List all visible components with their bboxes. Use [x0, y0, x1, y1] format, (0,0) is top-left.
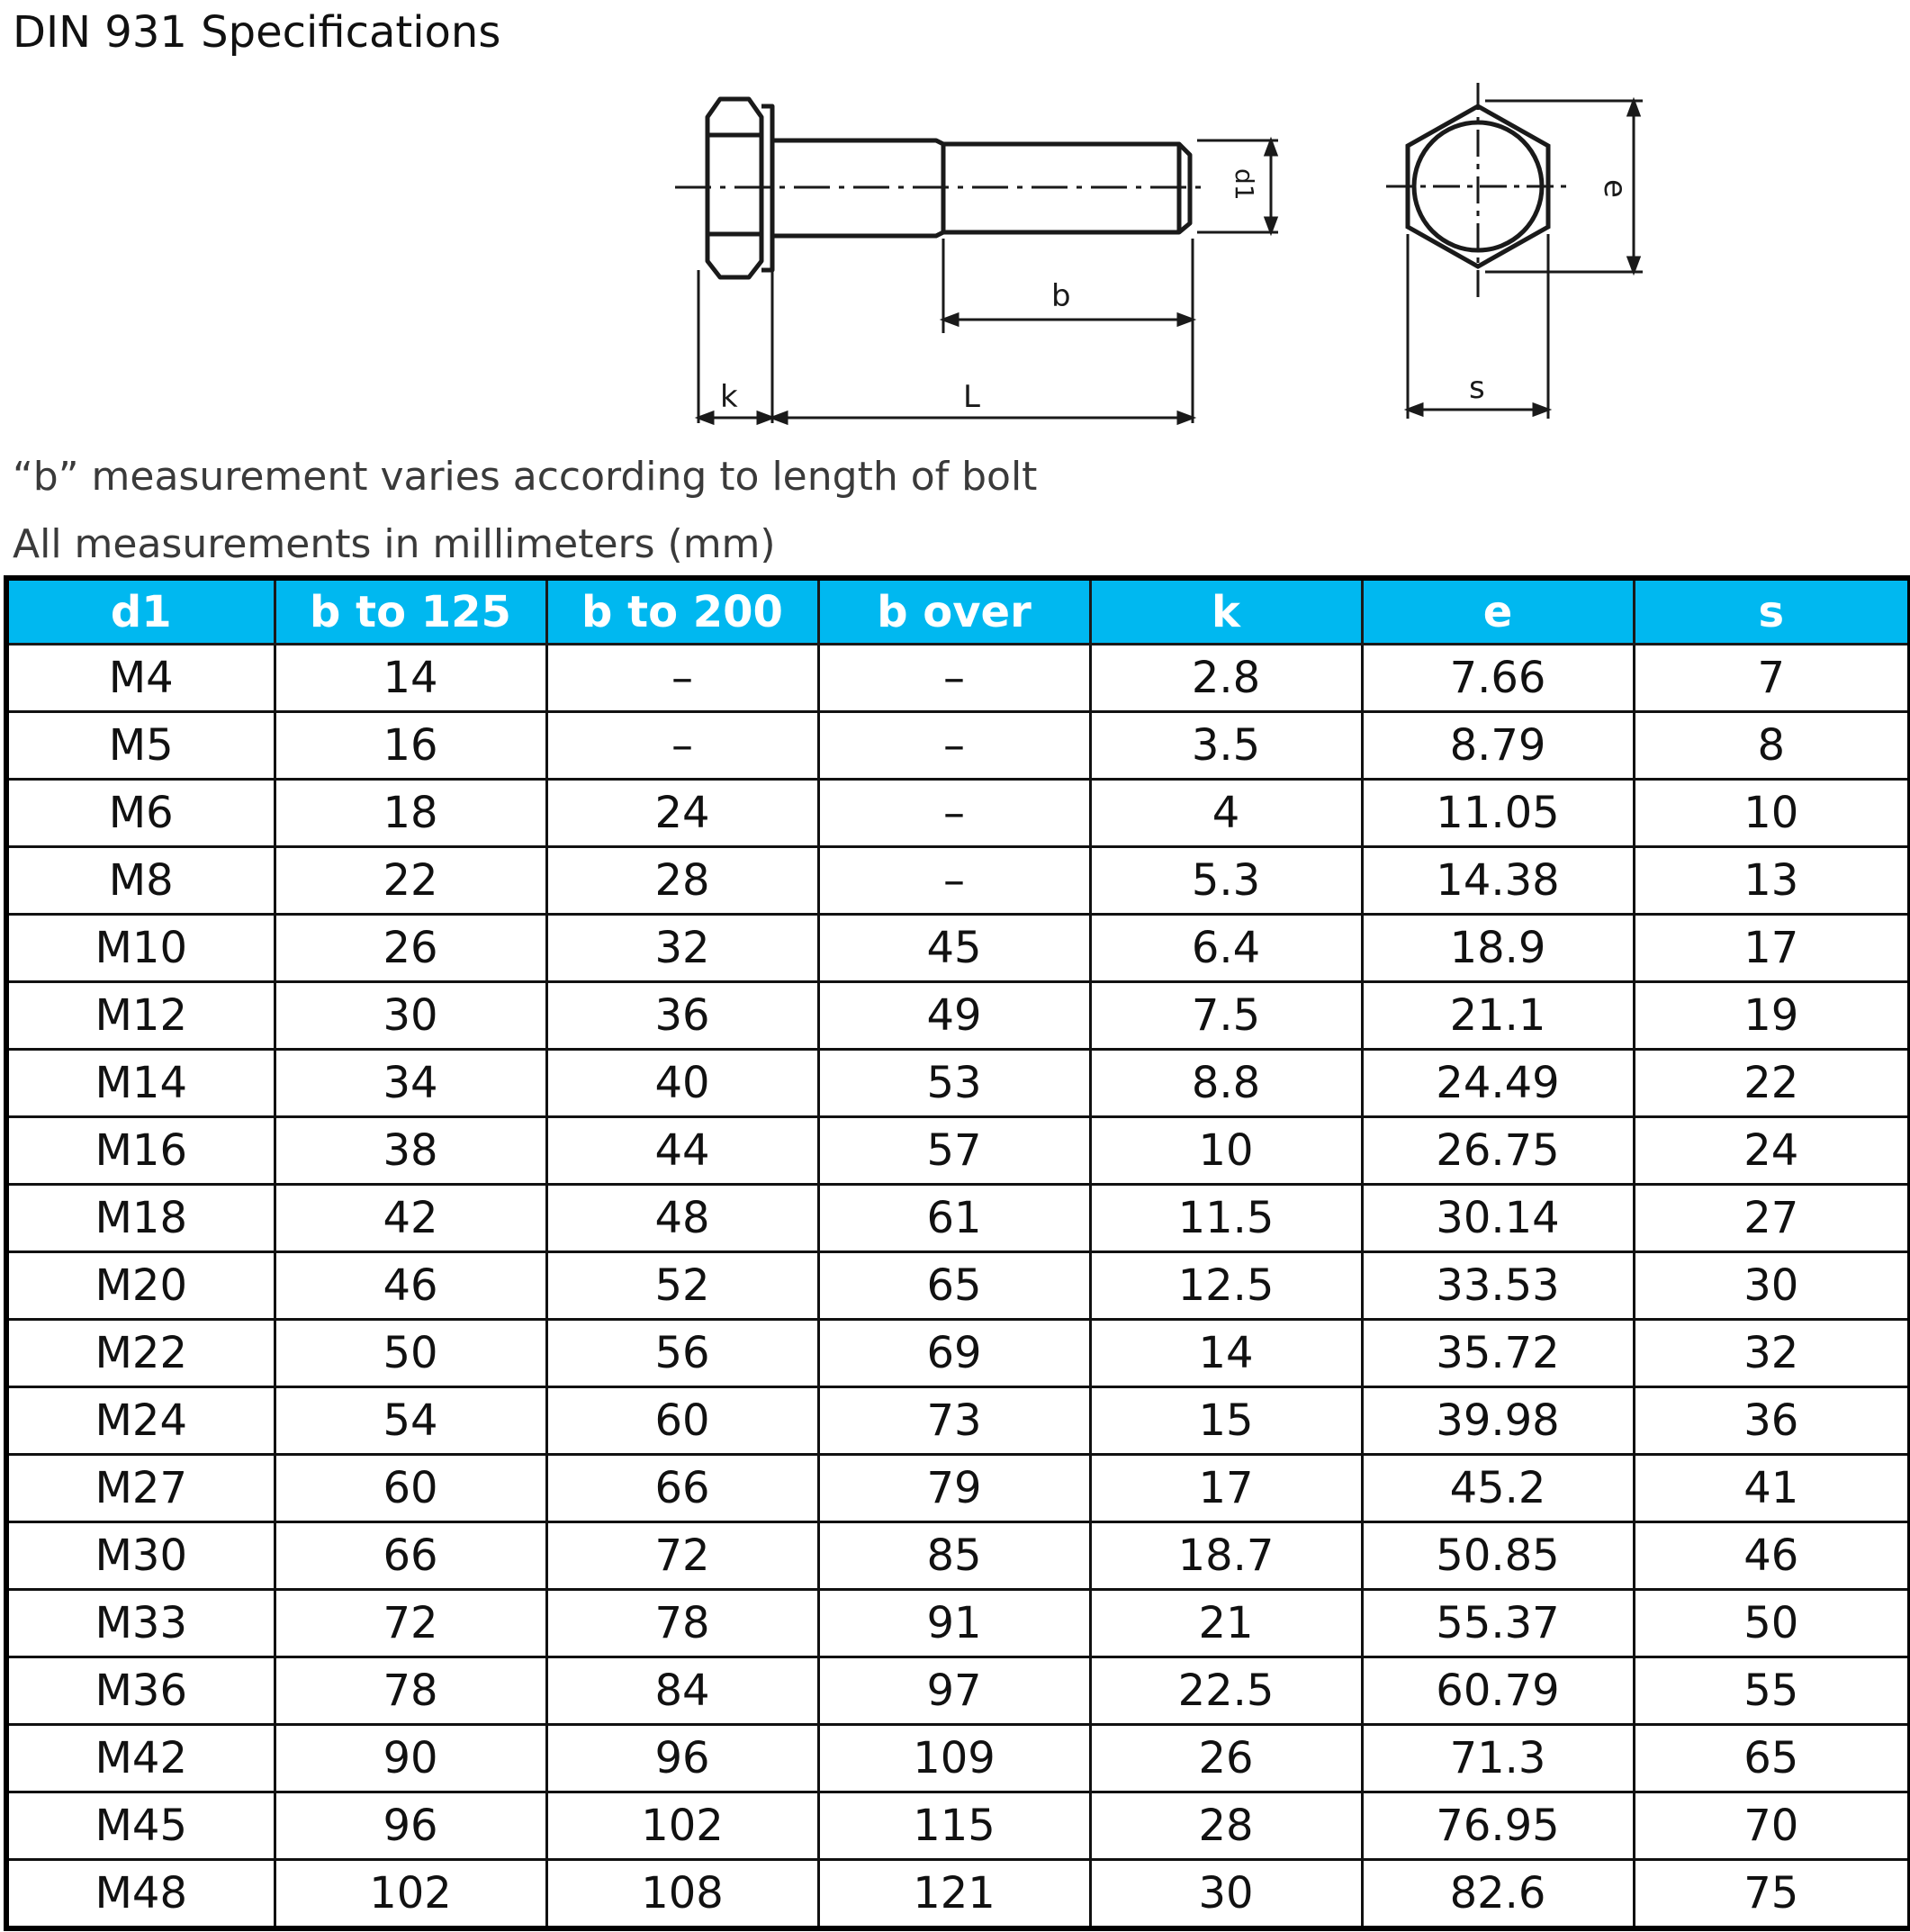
table-row [6, 982, 1910, 1050]
table-row [6, 915, 1910, 982]
table-cell: 36 [546, 982, 818, 1050]
table-cell: 14 [1090, 1320, 1362, 1387]
table-cell: 76.95 [1362, 1792, 1634, 1860]
label-b: b [1051, 278, 1071, 314]
table-cell: 61 [818, 1185, 1090, 1252]
table-cell: 42 [275, 1185, 546, 1252]
table-cell: 30 [1090, 1860, 1362, 1929]
table-row [6, 1590, 1910, 1657]
table-cell: 13 [1634, 847, 1910, 915]
table-row [6, 1657, 1910, 1725]
spec-table [4, 575, 1910, 1931]
table-cell: 22 [275, 847, 546, 915]
table-row [6, 1725, 1910, 1792]
table-cell: – [546, 645, 818, 712]
table-cell: 39.98 [1362, 1387, 1634, 1455]
table-cell: 10 [1090, 1117, 1362, 1185]
table-cell: 24 [546, 780, 818, 847]
table-cell: 49 [818, 982, 1090, 1050]
table-cell: 52 [546, 1252, 818, 1320]
table-cell: 96 [546, 1725, 818, 1792]
note-units: All measurements in millimeters (mm) [13, 521, 776, 567]
table-cell: 70 [1634, 1792, 1910, 1860]
table-cell: – [818, 847, 1090, 915]
table-cell: 40 [546, 1050, 818, 1117]
table-cell: 56 [546, 1320, 818, 1387]
table-cell: 53 [818, 1050, 1090, 1117]
table-cell: 73 [818, 1387, 1090, 1455]
label-k: k [720, 379, 738, 415]
table-cell: M36 [6, 1657, 275, 1725]
table-cell: 15 [1090, 1387, 1362, 1455]
table-cell: 8.79 [1362, 712, 1634, 780]
table-cell: 18.7 [1090, 1522, 1362, 1590]
table-cell: 96 [275, 1792, 546, 1860]
table-cell: M18 [6, 1185, 275, 1252]
table-cell: 18 [275, 780, 546, 847]
label-L: L [963, 379, 980, 415]
table-cell: M14 [6, 1050, 275, 1117]
column-header-k: k [1090, 578, 1362, 645]
column-header-s: s [1634, 578, 1910, 645]
table-cell: 5.3 [1090, 847, 1362, 915]
table-cell: 26 [275, 915, 546, 982]
table-cell: 97 [818, 1657, 1090, 1725]
table-cell: 50 [1634, 1590, 1910, 1657]
table-cell: 55 [1634, 1657, 1910, 1725]
table-cell: 24 [1634, 1117, 1910, 1185]
table-cell: 18.9 [1362, 915, 1634, 982]
table-cell: 108 [546, 1860, 818, 1929]
table-cell: 66 [546, 1455, 818, 1522]
table-cell: 14 [275, 645, 546, 712]
table-cell: 102 [275, 1860, 546, 1929]
table-cell: 21 [1090, 1590, 1362, 1657]
table-cell: M8 [6, 847, 275, 915]
bolt-diagram [666, 83, 1656, 443]
table-cell: 4 [1090, 780, 1362, 847]
table-cell: M12 [6, 982, 275, 1050]
table-cell: M48 [6, 1860, 275, 1929]
table-row [6, 1522, 1910, 1590]
note-b-measurement: “b” measurement varies according to length of bolt [13, 454, 1038, 500]
table-cell: 30.14 [1362, 1185, 1634, 1252]
table-cell: M45 [6, 1792, 275, 1860]
table-cell: 3.5 [1090, 712, 1362, 780]
table-cell: 121 [818, 1860, 1090, 1929]
table-cell: 8.8 [1090, 1050, 1362, 1117]
page-title: DIN 931 Specifications [13, 7, 501, 58]
table-cell: 17 [1634, 915, 1910, 982]
table-cell: 65 [818, 1252, 1090, 1320]
table-cell: 33.53 [1362, 1252, 1634, 1320]
table-cell: 71.3 [1362, 1725, 1634, 1792]
table-cell: 65 [1634, 1725, 1910, 1792]
table-cell: 17 [1090, 1455, 1362, 1522]
table-cell: 30 [1634, 1252, 1910, 1320]
table-cell: 26.75 [1362, 1117, 1634, 1185]
table-cell: 90 [275, 1725, 546, 1792]
table-row [6, 1185, 1910, 1252]
table-cell: 26 [1090, 1725, 1362, 1792]
table-cell: 36 [1634, 1387, 1910, 1455]
table-cell: 38 [275, 1117, 546, 1185]
table-cell: 11.05 [1362, 780, 1634, 847]
table-row [6, 1050, 1910, 1117]
table-cell: 46 [275, 1252, 546, 1320]
table-row [6, 645, 1910, 712]
table-cell: 30 [275, 982, 546, 1050]
table-cell: M4 [6, 645, 275, 712]
table-row [6, 1792, 1910, 1860]
table-cell: 75 [1634, 1860, 1910, 1929]
table-cell: 115 [818, 1792, 1090, 1860]
table-cell: 57 [818, 1117, 1090, 1185]
table-cell: 22.5 [1090, 1657, 1362, 1725]
table-cell: 60 [275, 1455, 546, 1522]
table-cell: 19 [1634, 982, 1910, 1050]
table-cell: 32 [546, 915, 818, 982]
table-cell: M30 [6, 1522, 275, 1590]
column-header-e: e [1362, 578, 1634, 645]
table-cell: 11.5 [1090, 1185, 1362, 1252]
table-cell: 78 [275, 1657, 546, 1725]
table-cell: 45.2 [1362, 1455, 1634, 1522]
table-cell: 82.6 [1362, 1860, 1634, 1929]
table-cell: 41 [1634, 1455, 1910, 1522]
table-cell: – [818, 780, 1090, 847]
table-row [6, 1252, 1910, 1320]
table-cell: 7 [1634, 645, 1910, 712]
table-row [6, 847, 1910, 915]
table-header-row [6, 578, 1910, 645]
table-cell: 45 [818, 915, 1090, 982]
column-header-b-over: b over [818, 578, 1090, 645]
label-d1: d1 [1230, 168, 1259, 201]
table-cell: 60 [546, 1387, 818, 1455]
table-row [6, 1387, 1910, 1455]
table-cell: 85 [818, 1522, 1090, 1590]
table-cell: – [546, 712, 818, 780]
table-cell: 55.37 [1362, 1590, 1634, 1657]
table-cell: 35.72 [1362, 1320, 1634, 1387]
table-cell: 32 [1634, 1320, 1910, 1387]
table-cell: 46 [1634, 1522, 1910, 1590]
table-cell: M16 [6, 1117, 275, 1185]
table-cell: 69 [818, 1320, 1090, 1387]
table-cell: 78 [546, 1590, 818, 1657]
column-header-b-to-125: b to 125 [275, 578, 546, 645]
table-cell: 12.5 [1090, 1252, 1362, 1320]
table-cell: M42 [6, 1725, 275, 1792]
table-cell: 22 [1634, 1050, 1910, 1117]
table-row [6, 712, 1910, 780]
table-cell: M24 [6, 1387, 275, 1455]
table-cell: 60.79 [1362, 1657, 1634, 1725]
table-cell: 91 [818, 1590, 1090, 1657]
table-cell: 28 [546, 847, 818, 915]
table-cell: M5 [6, 712, 275, 780]
table-cell: 14.38 [1362, 847, 1634, 915]
table-cell: 7.5 [1090, 982, 1362, 1050]
table-row [6, 780, 1910, 847]
table-cell: 54 [275, 1387, 546, 1455]
table-row [6, 1117, 1910, 1185]
table-cell: 2.8 [1090, 645, 1362, 712]
table-cell: – [818, 645, 1090, 712]
table-cell: 7.66 [1362, 645, 1634, 712]
table-cell: 8 [1634, 712, 1910, 780]
table-cell: 10 [1634, 780, 1910, 847]
table-cell: 21.1 [1362, 982, 1634, 1050]
table-cell: M22 [6, 1320, 275, 1387]
table-row [6, 1455, 1910, 1522]
table-cell: M33 [6, 1590, 275, 1657]
table-cell: 72 [275, 1590, 546, 1657]
table-cell: 72 [546, 1522, 818, 1590]
table-cell: 28 [1090, 1792, 1362, 1860]
table-cell: 34 [275, 1050, 546, 1117]
table-cell: – [818, 712, 1090, 780]
table-cell: 79 [818, 1455, 1090, 1522]
table-row [6, 1320, 1910, 1387]
table-cell: 27 [1634, 1185, 1910, 1252]
table-cell: 84 [546, 1657, 818, 1725]
label-s: s [1469, 370, 1485, 406]
table-cell: 50 [275, 1320, 546, 1387]
table-cell: 50.85 [1362, 1522, 1634, 1590]
table-cell: M10 [6, 915, 275, 982]
label-e: e [1597, 179, 1633, 198]
table-cell: M27 [6, 1455, 275, 1522]
table-cell: 6.4 [1090, 915, 1362, 982]
table-row [6, 1860, 1910, 1929]
table-cell: 102 [546, 1792, 818, 1860]
table-cell: 16 [275, 712, 546, 780]
table-cell: 44 [546, 1117, 818, 1185]
table-cell: M20 [6, 1252, 275, 1320]
table-cell: M6 [6, 780, 275, 847]
table-cell: 48 [546, 1185, 818, 1252]
table-cell: 109 [818, 1725, 1090, 1792]
table-cell: 24.49 [1362, 1050, 1634, 1117]
column-header-d1: d1 [6, 578, 275, 645]
table-cell: 66 [275, 1522, 546, 1590]
column-header-b-to-200: b to 200 [546, 578, 818, 645]
